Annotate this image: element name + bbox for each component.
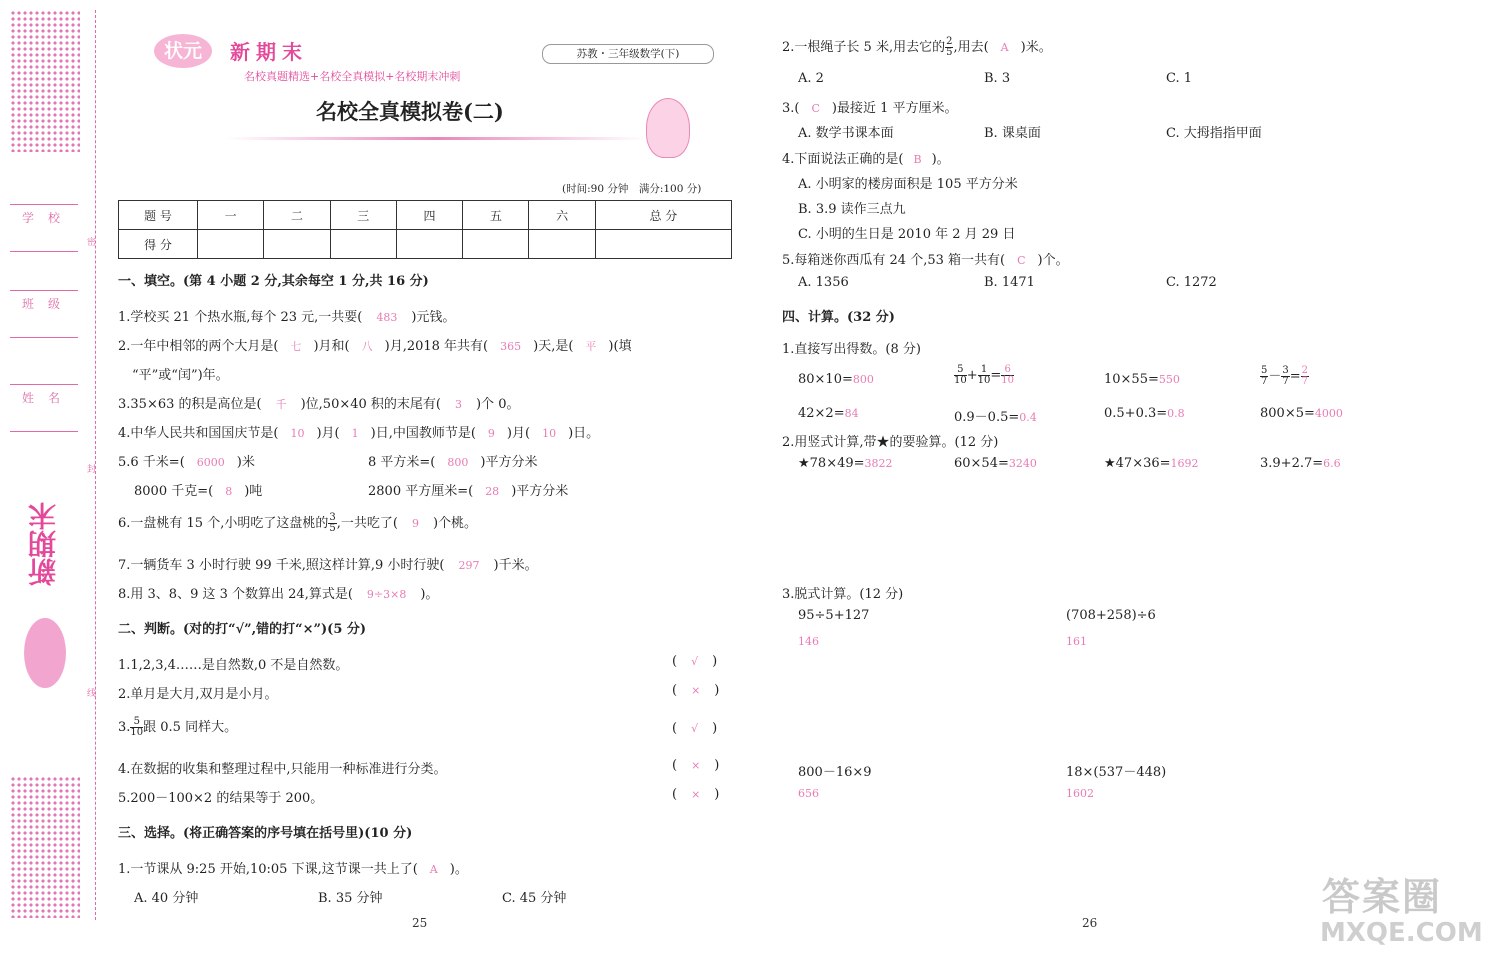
calc3-4-a: 1602	[1066, 787, 1094, 800]
q1-2-line2: “平”或“闰”)年。	[132, 368, 229, 383]
choice-1-opt-b: B. 35 分钟	[318, 891, 383, 906]
q1-5a: 5.6 千米=( 6000 )米	[118, 455, 255, 470]
name-field: 姓名	[10, 384, 78, 432]
calc2-3: ★47×36=1692	[1104, 456, 1199, 471]
page-number-right: 26	[1082, 916, 1098, 930]
choice-4: 4.下面说法正确的是( B )。	[782, 152, 950, 167]
calc3-2-q: (708+258)÷6	[1066, 608, 1156, 623]
seal-mark-3: 线	[87, 689, 97, 699]
choice-4-opt-b: B. 3.9 读作三点九	[798, 202, 906, 217]
score-table	[118, 200, 732, 259]
judge-4-ans: ( × )	[672, 758, 720, 773]
choice-3: 3.( C )最接近 1 平方厘米。	[782, 101, 958, 116]
choice-3-opt-a: A. 数学书课本面	[798, 126, 894, 141]
calc3-2-a: 161	[1066, 635, 1087, 648]
calc1-r2-4: 800×5=4000	[1260, 406, 1343, 421]
table-row: 题 号 一 二 三 四 五 六 总 分	[119, 201, 732, 230]
judge-3-ans: ( √ )	[672, 721, 718, 736]
choice-5-opt-c: C. 1272	[1166, 275, 1217, 290]
mascot-icon	[646, 98, 690, 158]
q1-1: 1.学校买 21 个热水瓶,每个 23 元,一共要( 483 )元钱。	[118, 310, 456, 325]
sec2-title: 二、判断。(对的打“√”,错的打“×”)(5 分)	[118, 622, 367, 637]
page-number-left: 25	[412, 916, 428, 930]
calc1-title: 1.直接写出得数。(8 分)	[782, 342, 921, 357]
calc1-r1-4: $\frac{5}{7}-$ $\frac{3}{7}=$ $\frac{2}{7}$	[1261, 365, 1309, 387]
calc2-4: 3.9+2.7=6.6	[1260, 456, 1341, 471]
q1-7: 7.一辆货车 3 小时行驶 99 千米,照这样计算,9 小时行驶( 297 )千米。	[118, 558, 538, 573]
calc3-1-a: 146	[798, 635, 819, 648]
judge-2: 2.单月是大月,双月是小月。	[118, 687, 278, 702]
choice-2: 2.一根绳子长 5 米,用去它的 $\frac{2}{5}$,用去( A )米。	[782, 36, 1052, 58]
page-title: 名校全真模拟卷(二)	[316, 99, 504, 124]
judge-3: 3. $\frac{5}{10}$跟 0.5 同样大。	[118, 716, 238, 738]
judge-2-ans: ( × )	[672, 683, 720, 698]
q1-2: 2.一年中相邻的两个大月是( 七 )月和( 八 )月,2018 年共有( 365 )天,是( 平 )(填	[118, 339, 632, 354]
q1-5d: 2800 平方厘米=( 28 )平方分米	[368, 484, 569, 499]
calc3-title: 3.脱式计算。(12 分)	[782, 587, 904, 602]
edition-badge: 苏教・三年级数学(下)	[542, 44, 714, 64]
calc3-4-q: 18×(537－448)	[1066, 765, 1167, 780]
brand-logo: 状元	[154, 34, 212, 68]
margin-dots-bottom	[10, 776, 80, 918]
seal-mark-2: 封	[87, 465, 97, 475]
sec4-title: 四、计算。(32 分)	[782, 310, 895, 325]
choice-5-opt-b: B. 1471	[984, 275, 1035, 290]
choice-2-opt-b: B. 3	[984, 71, 1011, 86]
q1-5b: 8 平方米=( 800 )平方分米	[368, 455, 538, 470]
choice-4-opt-c: C. 小明的生日是 2010 年 2 月 29 日	[798, 227, 1016, 242]
calc1-r2-3: 0.5+0.3=0.8	[1104, 406, 1185, 421]
choice-1-opt-a: A. 40 分钟	[134, 891, 199, 906]
q1-8: 8.用 3、8、9 这 3 个数算出 24,算式是( 9÷3×8 )。	[118, 587, 439, 602]
sec3-title: 三、选择。(将正确答案的序号填在括号里)(10 分)	[118, 826, 413, 841]
brand-slogan: 名校真题精选+名校全真模拟+名校期末冲刺	[244, 70, 461, 83]
choice-5: 5.每箱迷你西瓜有 24 个,53 箱一共有( C )个。	[782, 253, 1069, 268]
calc2-2: 60×54=3240	[954, 456, 1037, 471]
class-field: 班级	[10, 290, 78, 338]
q1-4: 4.中华人民共和国国庆节是( 10 )月( 1 )日,中国教师节是( 9 )月( 10 )日。	[118, 426, 600, 441]
side-logo	[24, 618, 66, 688]
choice-2-opt-a: A. 2	[798, 71, 824, 86]
choice-1: 1.一节课从 9:25 开始,10:05 下课,这节课一共上了( A )。	[118, 862, 468, 877]
judge-1: 1.1,2,3,4……是自然数,0 不是自然数。	[118, 658, 349, 673]
choice-3-opt-b: B. 课桌面	[984, 126, 1041, 141]
calc3-1-q: 95÷5+127	[798, 608, 870, 623]
q1-6: 6.一盘桃有 15 个,小明吃了这盘桃的 $\frac{3}{5}$,一共吃了( 9 )个桃。	[118, 512, 478, 534]
title-underline	[226, 137, 646, 140]
brand-series: 新期末	[230, 40, 308, 64]
choice-2-opt-c: C. 1	[1166, 71, 1193, 86]
calc3-3-a: 656	[798, 787, 819, 800]
watermark-top: 答案圈	[1322, 875, 1443, 919]
choice-3-opt-c: C. 大拇指指甲面	[1166, 126, 1262, 141]
calc1-r2-2: 0.9－0.5=0.4	[954, 410, 1037, 425]
judge-5-ans: ( × )	[672, 787, 720, 802]
q1-5c: 8000 千克=( 8 )吨	[134, 484, 263, 499]
calc1-r2-1: 42×2=84	[798, 406, 859, 421]
judge-4: 4.在数据的收集和整理过程中,只能用一种标准进行分类。	[118, 762, 447, 777]
calc1-r1-3: 10×55=550	[1104, 372, 1180, 387]
time-info: (时间:90 分钟 满分:100 分)	[562, 183, 702, 195]
judge-1-ans: ( √ )	[672, 654, 718, 669]
seal-mark-1: 密	[87, 238, 97, 248]
choice-4-opt-a: A. 小明家的楼房面积是 105 平方分米	[798, 177, 1018, 192]
q1-3: 3.35×63 的积是高位是( 千 )位,50×40 积的末尾有( 3 )个 0。	[118, 397, 520, 412]
choice-1-opt-c: C. 45 分钟	[502, 891, 567, 906]
choice-5-opt-a: A. 1356	[798, 275, 849, 290]
watermark-bottom: MXQE.COM	[1320, 918, 1483, 948]
judge-5: 5.200－100×2 的结果等于 200。	[118, 791, 324, 806]
sec1-title: 一、填空。(第 4 小题 2 分,其余每空 1 分,共 16 分)	[118, 274, 429, 289]
calc1-r1-1: 80×10=800	[798, 372, 874, 387]
calc2-title: 2.用竖式计算,带★的要验算。(12 分)	[782, 435, 999, 450]
school-field: 学校	[10, 204, 78, 252]
margin-dots-top	[10, 10, 80, 152]
table-row: 得 分	[119, 230, 732, 259]
calc1-r1-2: $\frac{5}{10}+$ $\frac{1}{10}=$ $\frac{6}{10}$	[954, 364, 1015, 386]
calc2-1: ★78×49=3822	[798, 456, 893, 471]
side-brand: 新期末	[27, 502, 60, 586]
calc3-3-q: 800－16×9	[798, 765, 872, 780]
